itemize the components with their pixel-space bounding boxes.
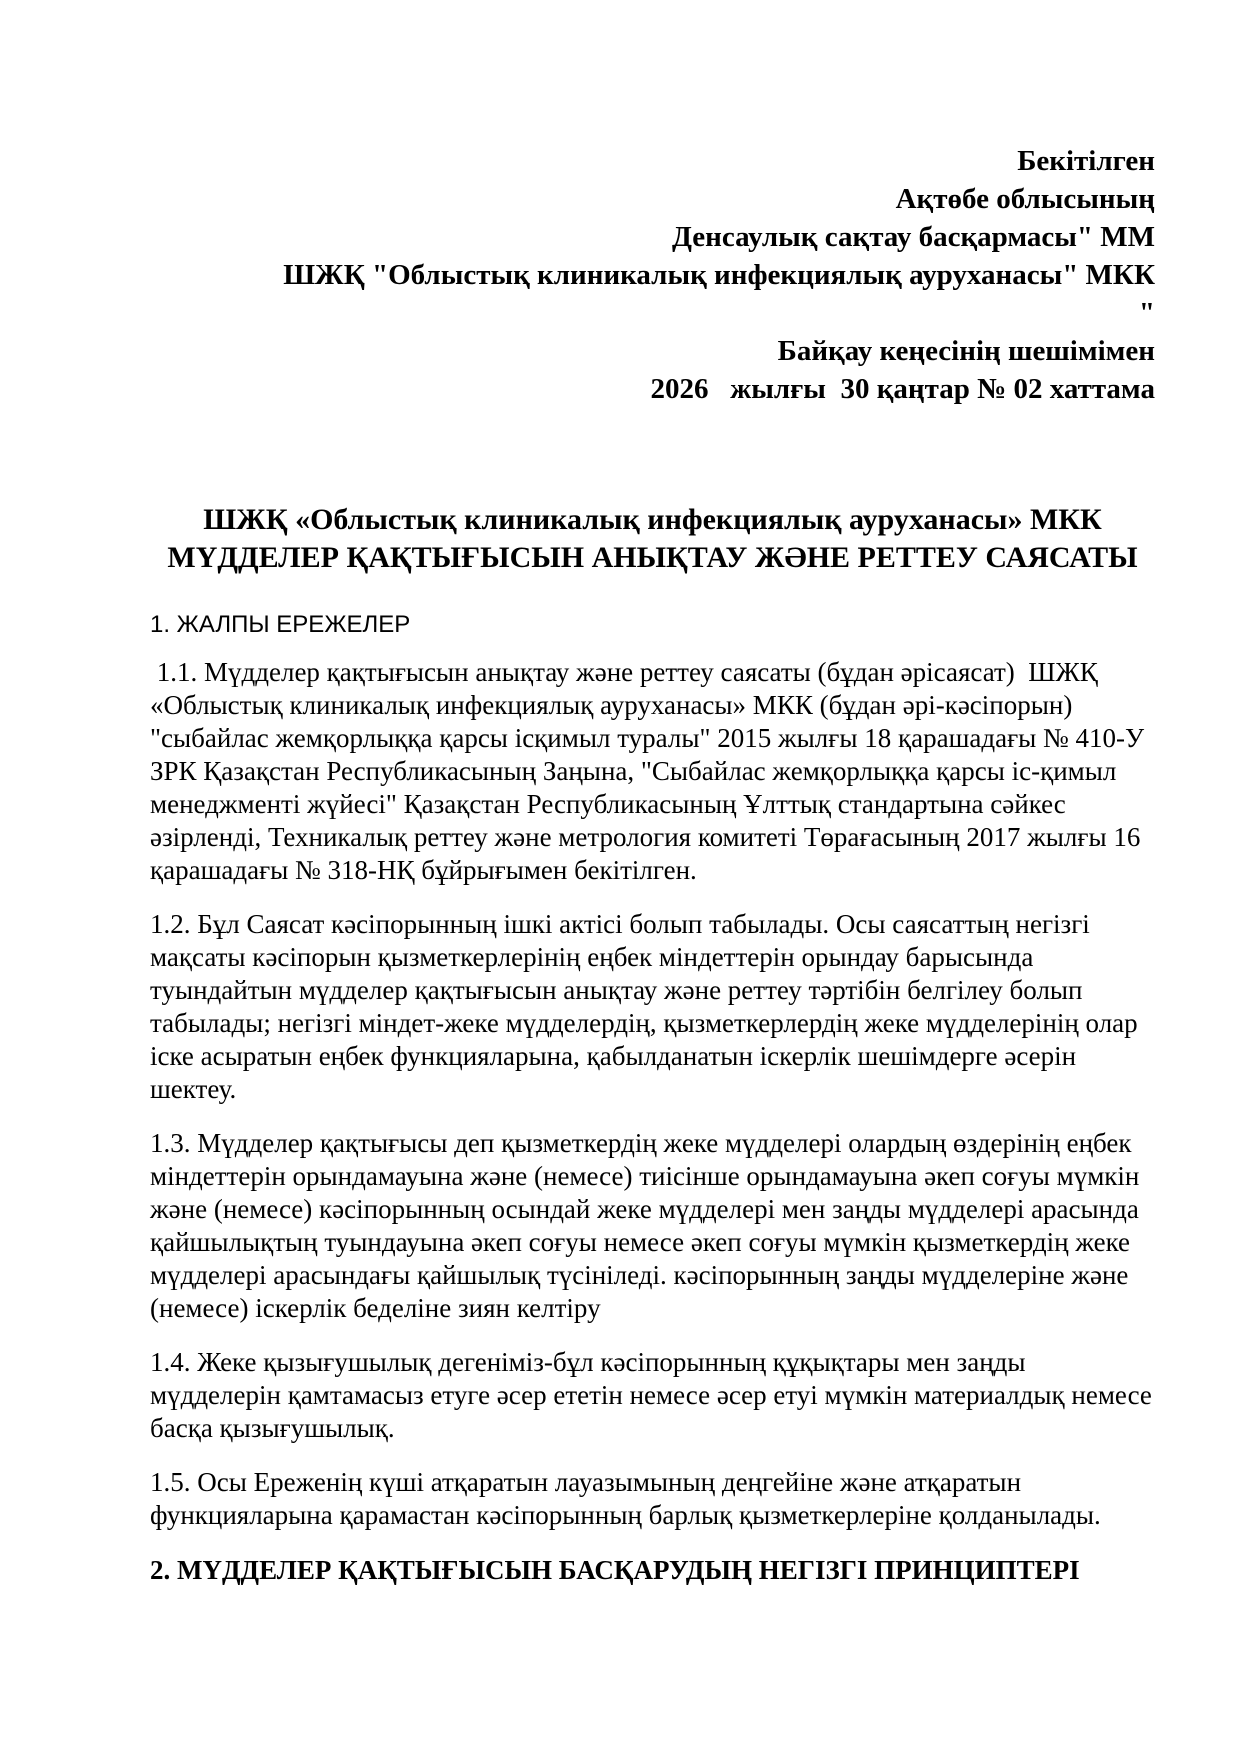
document-title: [150, 501, 1155, 577]
paragraph: 1.3. Мүдделер қақтығысы деп қызметкердің жеке мүдделері олардың өздерінің еңбек міндеттерін орындамауына және (немесе) тиісінше орындамауына әкеп соғуы мүмкін және (немесе) кәсіпорынның осындай жеке мүдделері мен заңды мүдделері арасында қайшылықтың туындауына әкеп соғуы немесе әкеп соғуы мүмкін қызметкердің жеке мүдделері арасындағы қайшылық түсініледі. кәсіпорынның заңды мүдделеріне және (немесе) іскерлік беделіне зиян келтіру: [150, 1128, 1147, 1323]
paragraph: 1.4. Жеке қызығушылық дегеніміз-бұл кәсіпорынның құқықтары мен заңды мүдделерін қамтамасыз етуге әсер ететін немесе әсер етуі мүмкін материалдық немесе басқа қызығушылық.: [150, 1347, 1159, 1443]
approval-line: 2026 жылғы 30 қаңтар № 02 хаттама: [650, 373, 1155, 405]
section-1-paragraphs: [150, 656, 1159, 1532]
paragraph: 1.1. Мүдделер қақтығысын анықтау және реттеу саясаты (бұдан әрісаясат) ШЖҚ «Облыстық клиникалық инфекциялық ауруханасы» МКК (бұдан әрі-кәсіпорын) "сыбайлас жемқорлыққа қарсы ісқимыл туралы" 2015 жылғы 18 қарашадағы № 410-У ЗРК Қазақстан Республикасының Заңына, "Сыбайлас жемқорлыққа қарсы іс-қимыл менеджменті жүйесі" Қазақстан Республикасының Ұлттық стандартына сәйкес әзірленді, Техникалық реттеу және метрология комитеті Төрағасының 2017 жылғы 16 қарашадағы № 318-НҚ бұйрығымен бекітілген.: [150, 657, 1151, 885]
approval-line: Денсаулық сақтау басқармасы" ММ: [671, 221, 1155, 253]
paragraph: 1.2. Бұл Саясат кәсіпорынның ішкі актісі болып табылады. Осы саясаттың негізгі мақсаты кәсіпорын қызметкерлерінің еңбек міндеттерін орындау барысында туындайтын мүдделер қақтығысын анықтау және реттеу тәртібін белгілеу болып табылады; негізгі міндет-жеке мүдделердің, қызметкерлердің жеке мүдделерінің олар іске асыратын еңбек функцияларына, қабылданатын іскерлік шешімдерге әсерін шектеу.: [150, 909, 1145, 1104]
approval-line: Байқау кеңесінің шешімімен: [777, 335, 1155, 367]
approval-line: ": [1138, 297, 1155, 329]
approval-block: [150, 142, 1155, 408]
approval-line: Ақтөбе облысының: [895, 183, 1155, 215]
approval-line: ШЖҚ "Облыстық клиникалық инфекциялық ауруханасы" МКК: [283, 259, 1155, 291]
section-1-heading: 1. ЖАЛПЫ ЕРЕЖЕЛЕР: [150, 611, 411, 638]
document-title-line2: МҮДДЕЛЕР ҚАҚТЫҒЫСЫН АНЫҚТАУ ЖӘНЕ РЕТТЕУ САЯСАТЫ: [167, 541, 1138, 574]
approval-line: Бекітілген: [1017, 145, 1155, 177]
document-title-line1: ШЖҚ «Облыстық клиникалық инфекциялық ауруханасы» МКК: [203, 503, 1102, 536]
section-2-heading: 2. МҮДДЕЛЕР ҚАҚТЫҒЫСЫН БАСҚАРУДЫҢ НЕГІЗГІ ПРИНЦИПТЕРІ: [150, 1555, 1080, 1585]
paragraph: 1.5. Осы Ереженің күші атқаратын лауазымының деңгейіне және атқаратын функцияларына қарамастан кәсіпорынның барлық қызметкерлеріне қолданылады.: [150, 1467, 1101, 1530]
